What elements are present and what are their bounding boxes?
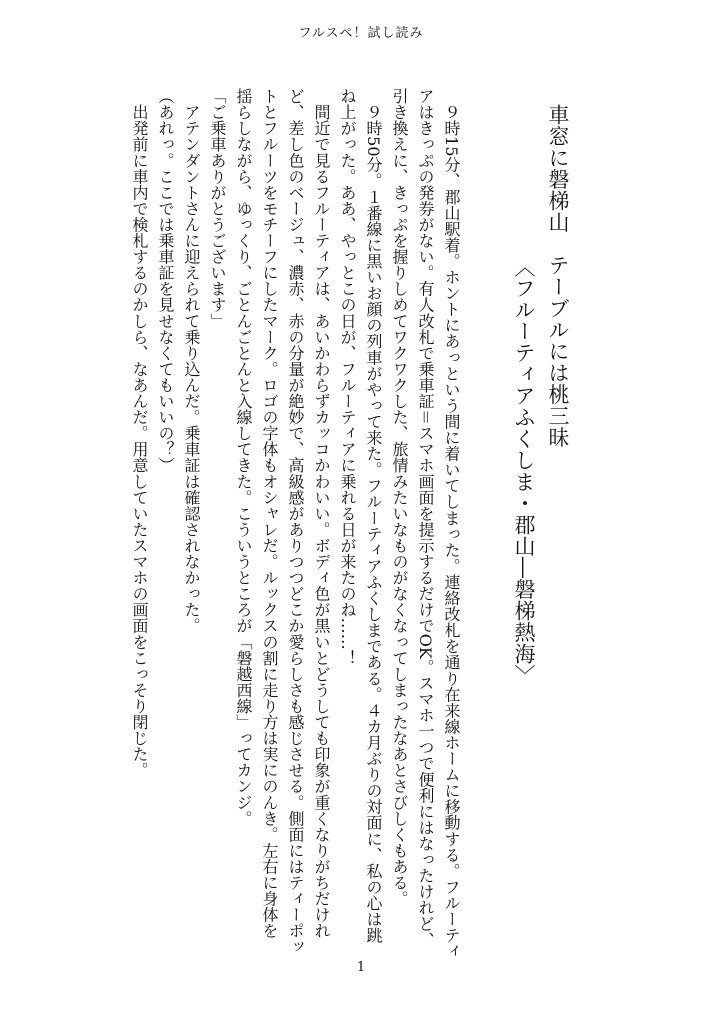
running-header: フルスペ！試し読み xyxy=(298,26,424,41)
body-line: 引き換えに、きっぷを握りしめてワクワクした、旅情みたいなものがなくなってしまったなあとさびしくもある。 xyxy=(390,88,409,907)
body-line: ど、差し色のベージュ、濃赤、赤の分量が絶妙で、高級感がありつつどこか愛らしさも感じさせる。側面にはティーポッ xyxy=(286,88,305,955)
body-line: トとフルーツをモチーフにしたマーク。ロゴの字体もオシャレだ。ルックスの割に走り方は実にのんき。左右に身体を xyxy=(260,88,279,939)
chapter-subtitle: 〈フルーティアふくしま・郡山―磐梯熱海〉 xyxy=(512,256,536,686)
body-line: ９時15分、郡山駅着。ホントにあっという間に着いてしまった。連絡改札を通り在来線ホームに移動する。フルーティ xyxy=(442,88,461,960)
body-line: 「ご乗車ありがとうございます」 xyxy=(208,88,227,329)
body-line: アはきっぷの発券がない。有人改札で乗車証＝スマホ画面を提示するだけでOK。スマホ一つで便利にはなったけれど、 xyxy=(416,88,435,948)
page-number: 1 xyxy=(356,960,366,975)
body-line: ９時50分。１番線に黒いお顔の列車がやって来た。フルーティアふくしまである。４カ月ぶりの対面に、私の心は跳 xyxy=(364,88,383,944)
body-line: 揺らしながら、ゆっくり、ごとんごとんと入線してきた。こういうところが「磐越西線」ってカンジ。 xyxy=(234,88,253,827)
body-line: 出発前に車内で検札するのかしら、なあんだ。用意していたスマホの画面をこっそり閉じた。 xyxy=(130,88,149,779)
body-line: アテンダントさんに迎えられて乗り込んだ。乗車証は確認されなかった。 xyxy=(182,88,201,634)
body-line: （あれっ。ここでは乗車証を見せなくてもいいの？） xyxy=(156,88,175,474)
body-line: 間近で見るフルーティアは、あいかわらずカッコかわいい。ボディ色が黒いとどうしても印象が重くなりがちだけれ xyxy=(312,88,331,939)
body-line: ね上がった。ああ、やっとこの日が、フルーティアに乗れる日が来たのね……！ xyxy=(338,88,357,666)
chapter-title: 車窓に磐梯山 テーブルには桃三昧 xyxy=(546,104,570,448)
